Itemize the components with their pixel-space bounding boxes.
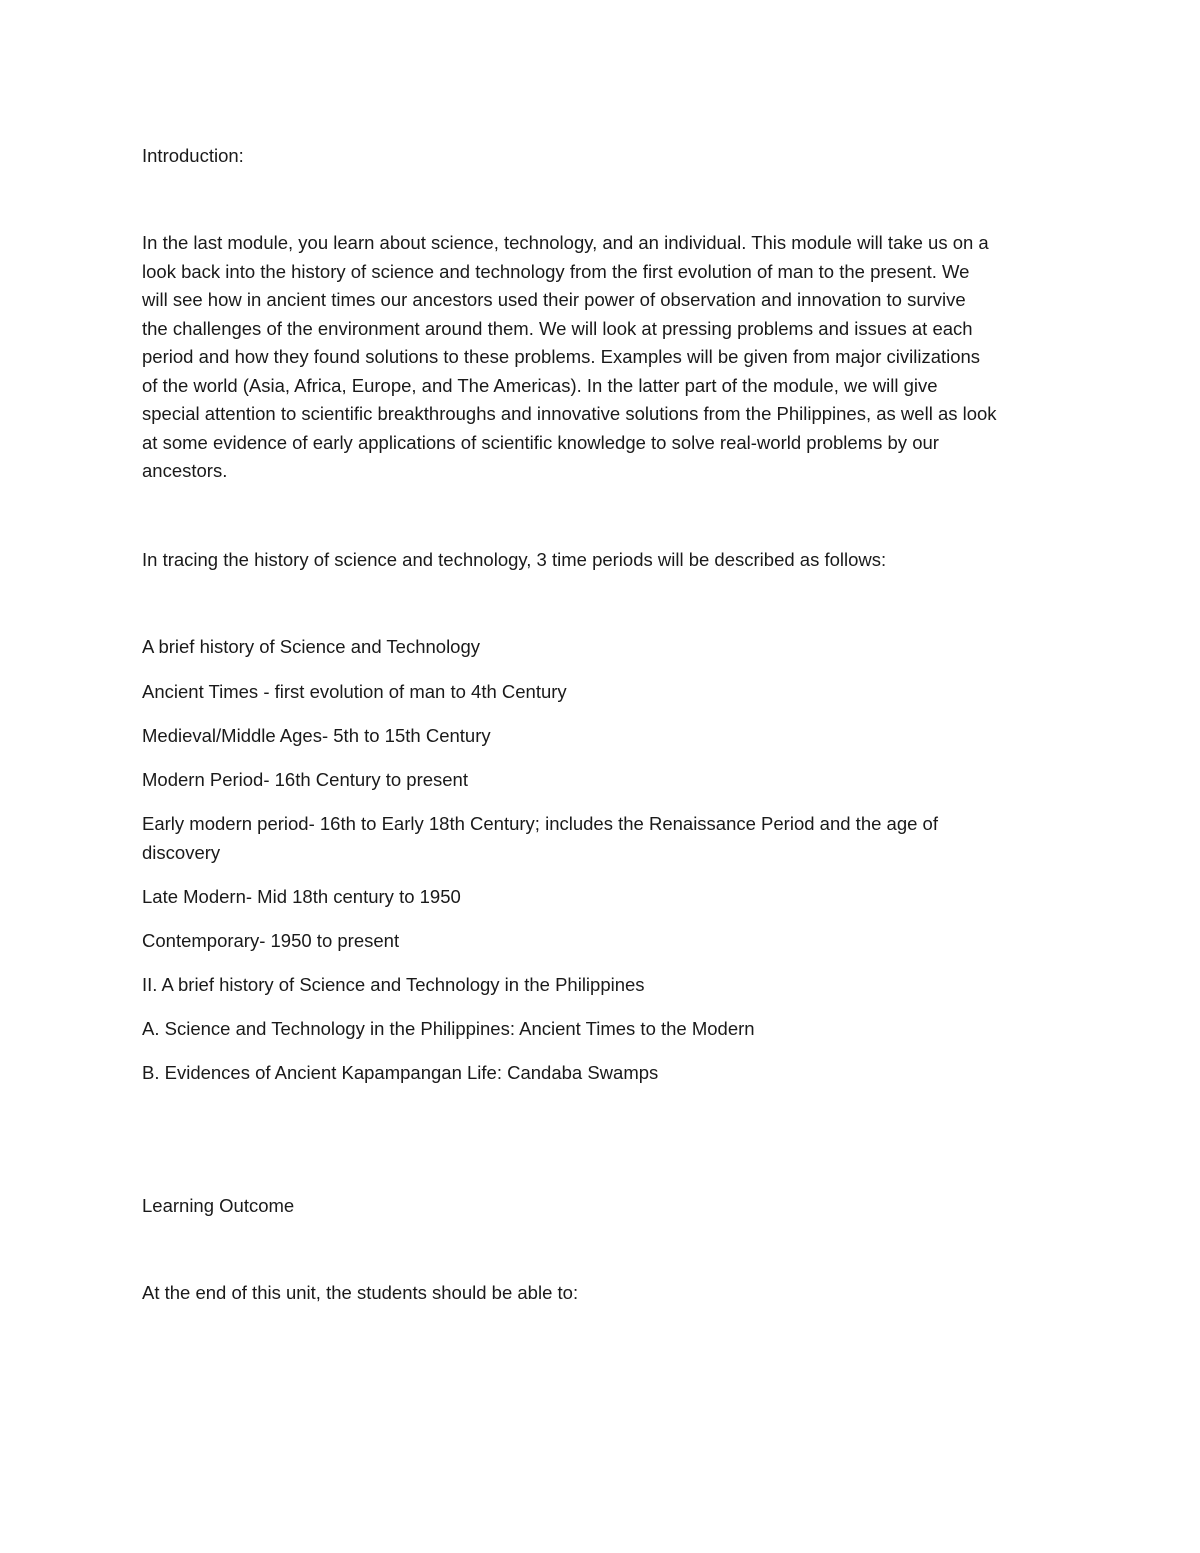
tracing-sentence: In tracing the history of science and technology, 3 time periods will be described as follows:	[142, 549, 887, 570]
outline-item-ancient: Ancient Times - first evolution of man to 4th Century	[142, 681, 567, 702]
outline-item-early-modern-cont: discovery	[142, 842, 221, 863]
learning-outcome-heading: Learning Outcome	[142, 1195, 295, 1216]
intro-paragraph-line: the challenges of the environment around them. We will look at pressing problems and issues at each	[142, 317, 973, 339]
outline-item-early-modern: Early modern period- 16th to Early 18th Century; includes the Renaissance Period and the age of	[142, 813, 938, 834]
outline-title: A brief history of Science and Technology	[142, 636, 481, 657]
section-two-heading: II. A brief history of Science and Technology in the Philippines	[142, 974, 645, 995]
section-two-item-a: A. Science and Technology in the Philippines: Ancient Times to the Modern	[142, 1018, 755, 1039]
intro-paragraph-line: period and how they found solutions to these problems. Examples will be given from major civilizations	[142, 346, 981, 367]
outline-item-contemporary: Contemporary- 1950 to present	[142, 930, 400, 951]
intro-paragraph-line: ancestors.	[142, 460, 228, 481]
learning-outcome-intro: At the end of this unit, the students should be able to:	[142, 1282, 579, 1303]
section-two-item-b: B. Evidences of Ancient Kapampangan Life: Candaba Swamps	[142, 1062, 659, 1083]
intro-heading: Introduction:	[142, 145, 244, 166]
outline-item-late-modern: Late Modern- Mid 18th century to 1950	[142, 886, 461, 907]
intro-paragraph	[142, 229, 1072, 486]
intro-paragraph-line: special attention to scientific breakthroughs and innovative solutions from the Philippines, as well as look	[142, 403, 997, 424]
intro-paragraph-line: will see how in ancient times our ancestors used their power of observation and innovation to survive	[142, 289, 966, 310]
intro-paragraph-line: look back into the history of science and technology from the first evolution of man to the present. We	[142, 260, 970, 282]
intro-paragraph-line: of the world (Asia, Africa, Europe, and The Americas). In the latter part of the module, we will give	[142, 374, 938, 396]
outline-item-modern: Modern Period- 16th Century to present	[142, 769, 468, 790]
outline-item-medieval: Medieval/Middle Ages- 5th to 15th Century	[142, 725, 491, 746]
intro-paragraph-line: In the last module, you learn about science, technology, and an individual. This module will take us on a	[142, 232, 989, 253]
intro-paragraph-line: at some evidence of early applications of scientific knowledge to solve real-world problems by our	[142, 431, 939, 453]
